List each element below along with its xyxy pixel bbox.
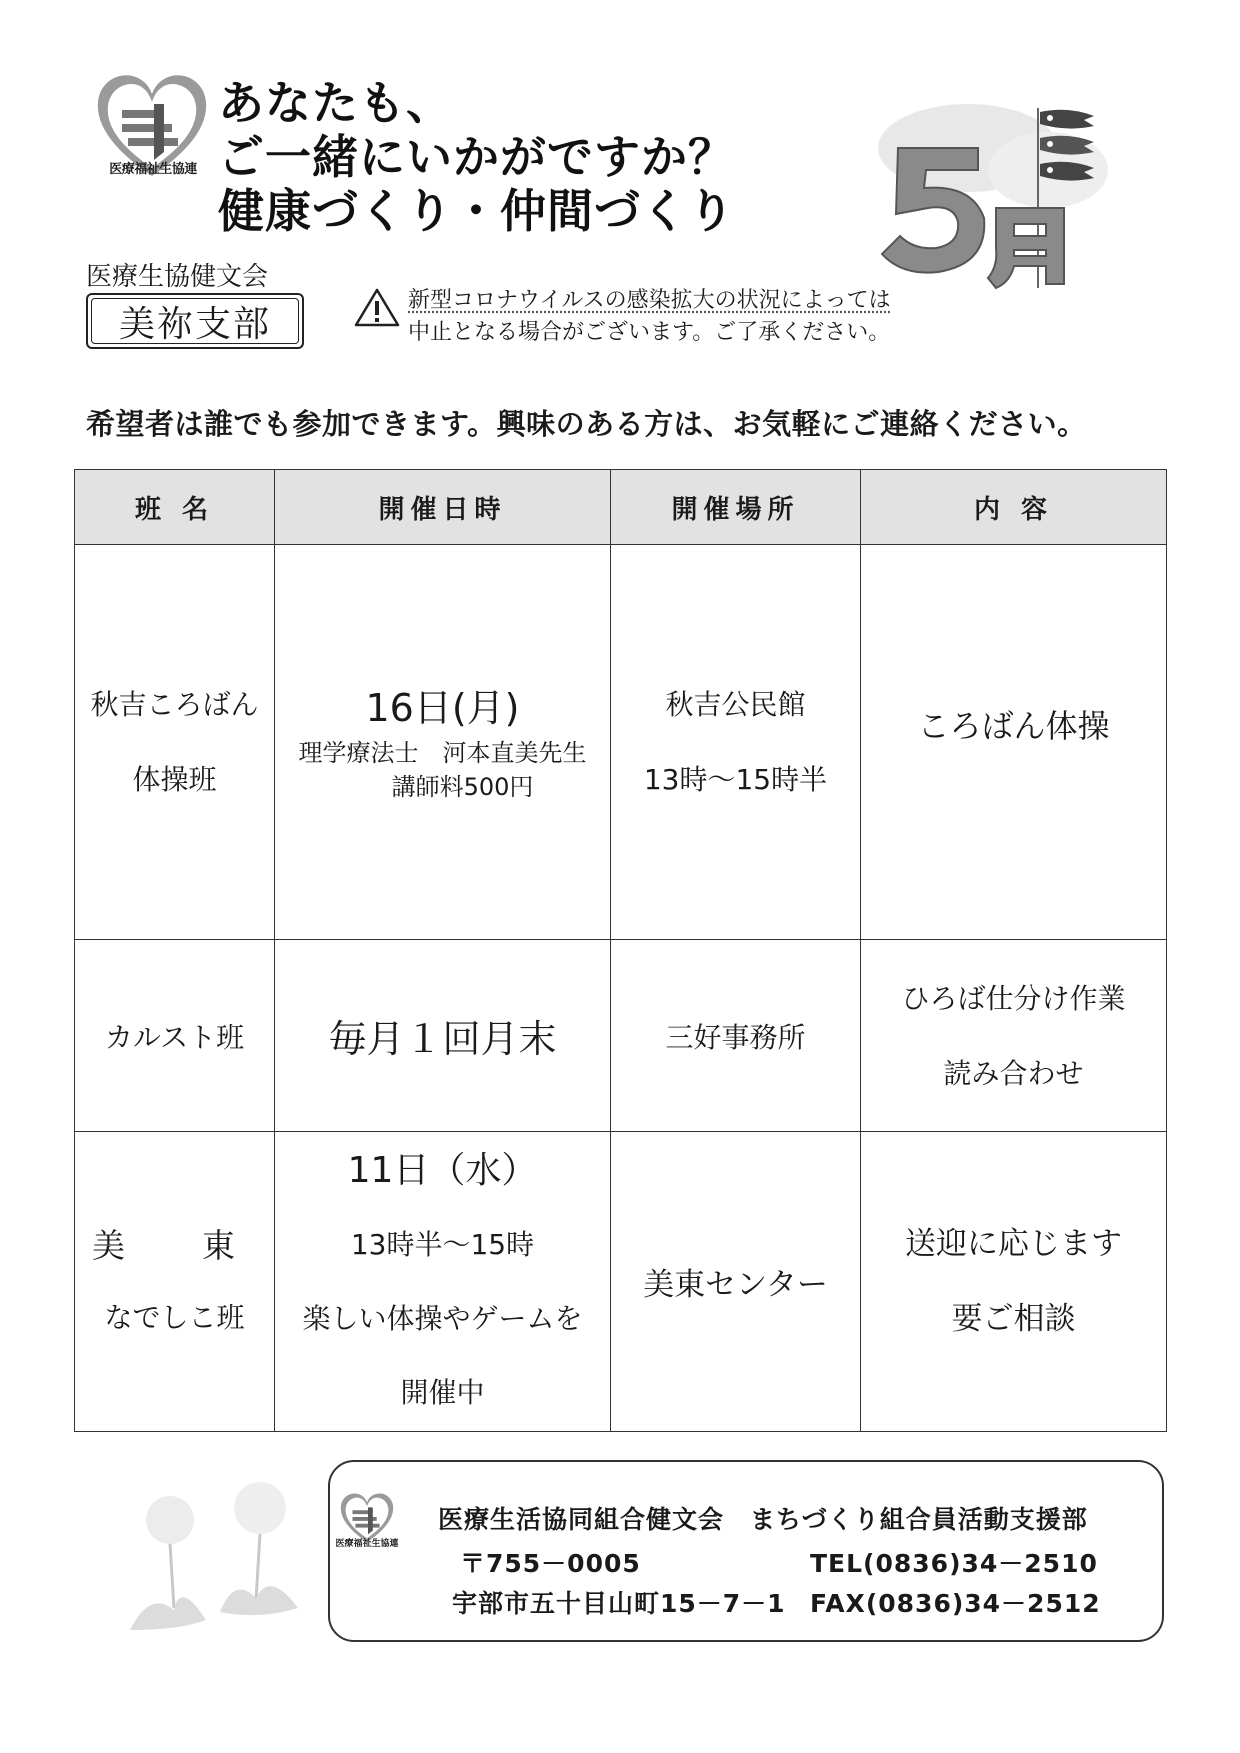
- date-text: 毎月１回月末: [328, 1017, 557, 1061]
- datetime-cell: [275, 1132, 611, 1432]
- datetime-cell: [275, 940, 611, 1132]
- table-row: [75, 545, 1167, 940]
- footer-org-name: 医療生活協同組合健文会 まちづくり組合員活動支援部: [438, 1505, 1088, 1534]
- notice-line-2: 中止となる場合がございます。ご了承ください。: [408, 320, 891, 345]
- content-line: 読み合わせ: [943, 1056, 1084, 1090]
- group-name-line: なでしこ班: [104, 1300, 245, 1334]
- content-line: 要ご相談: [951, 1300, 1076, 1337]
- date-text: 16日(月): [365, 686, 520, 730]
- may-carp-streamer-illustration: [868, 88, 1113, 298]
- date-detail-line: 講師料500円: [391, 773, 534, 801]
- covid-notice: [408, 285, 891, 349]
- headline-line-1: あなたも、: [218, 76, 453, 130]
- header-datetime: 開催日時: [275, 470, 611, 545]
- date-detail-line: 理学療法士 河本直美先生: [298, 739, 587, 767]
- org-name: 医療生協健文会: [86, 262, 269, 292]
- table-row: [75, 1132, 1167, 1432]
- phone-number: TEL(0836)34－2510: [810, 1549, 1098, 1578]
- content-line: 送迎に応じます: [905, 1225, 1122, 1262]
- headline-line-2: ご一緒にいかがですか？: [218, 130, 735, 184]
- date-detail-line: 楽しい体操やゲームを: [302, 1301, 583, 1335]
- dandelion-illustration: [110, 1480, 310, 1640]
- place-cell: [611, 940, 861, 1132]
- place-line: 13時～15時半: [643, 763, 828, 796]
- group-name-line: 体操班: [132, 763, 217, 796]
- group-name-cell: [75, 940, 275, 1132]
- header-group-name: 班 名: [75, 470, 275, 545]
- content-line: ひろば仕分け作業: [901, 981, 1126, 1015]
- invitation-text: 希望者は誰でも参加できます。興味のある方は、お気軽にご連絡ください。: [86, 407, 1087, 441]
- header-place: 開催場所: [611, 470, 861, 545]
- branch-label-box: [86, 293, 304, 349]
- place-cell: [611, 1132, 861, 1432]
- table-row: [75, 940, 1167, 1132]
- datetime-cell: [275, 545, 611, 940]
- address: 宇部市五十目山町15－7－1: [452, 1589, 786, 1618]
- content-cell: [861, 545, 1167, 940]
- group-name-cell: [75, 545, 275, 940]
- place-line: 美東センター: [643, 1267, 828, 1303]
- notice-line-1: 新型コロナウイルスの感染拡大の状況によっては: [408, 288, 891, 313]
- logo-caption: 医療福祉生協連: [109, 162, 197, 177]
- group-name-cell: [75, 1132, 275, 1432]
- headline-line-3: 健康づくり・仲間づくり: [218, 184, 735, 238]
- header-content: 内 容: [861, 470, 1167, 545]
- content-cell: [861, 1132, 1167, 1432]
- date-detail-line: 開催中: [400, 1375, 485, 1409]
- group-name-line: 美 東: [92, 1225, 257, 1265]
- place-line: 秋吉公民館: [665, 688, 806, 721]
- content-cell: [861, 940, 1167, 1132]
- place-cell: [611, 545, 861, 940]
- footer-logo-caption: 医療福祉生協連: [335, 1539, 399, 1549]
- branch-label: 美祢支部: [118, 303, 271, 345]
- warning-icon: [354, 287, 400, 327]
- group-name-line: カルスト班: [104, 1020, 245, 1054]
- schedule-table: [74, 469, 1167, 1432]
- content-line: ころばん体操: [917, 707, 1110, 745]
- postal-code: 〒755－0005: [460, 1549, 641, 1578]
- place-line: 三好事務所: [665, 1020, 806, 1054]
- date-detail-line: 13時半～15時: [350, 1227, 535, 1261]
- group-name-line: 秋吉ころばん: [90, 688, 259, 721]
- table-header-row: [75, 470, 1167, 545]
- fax-number: FAX(0836)34－2512: [810, 1589, 1101, 1618]
- date-text: 11日（水）: [347, 1149, 538, 1191]
